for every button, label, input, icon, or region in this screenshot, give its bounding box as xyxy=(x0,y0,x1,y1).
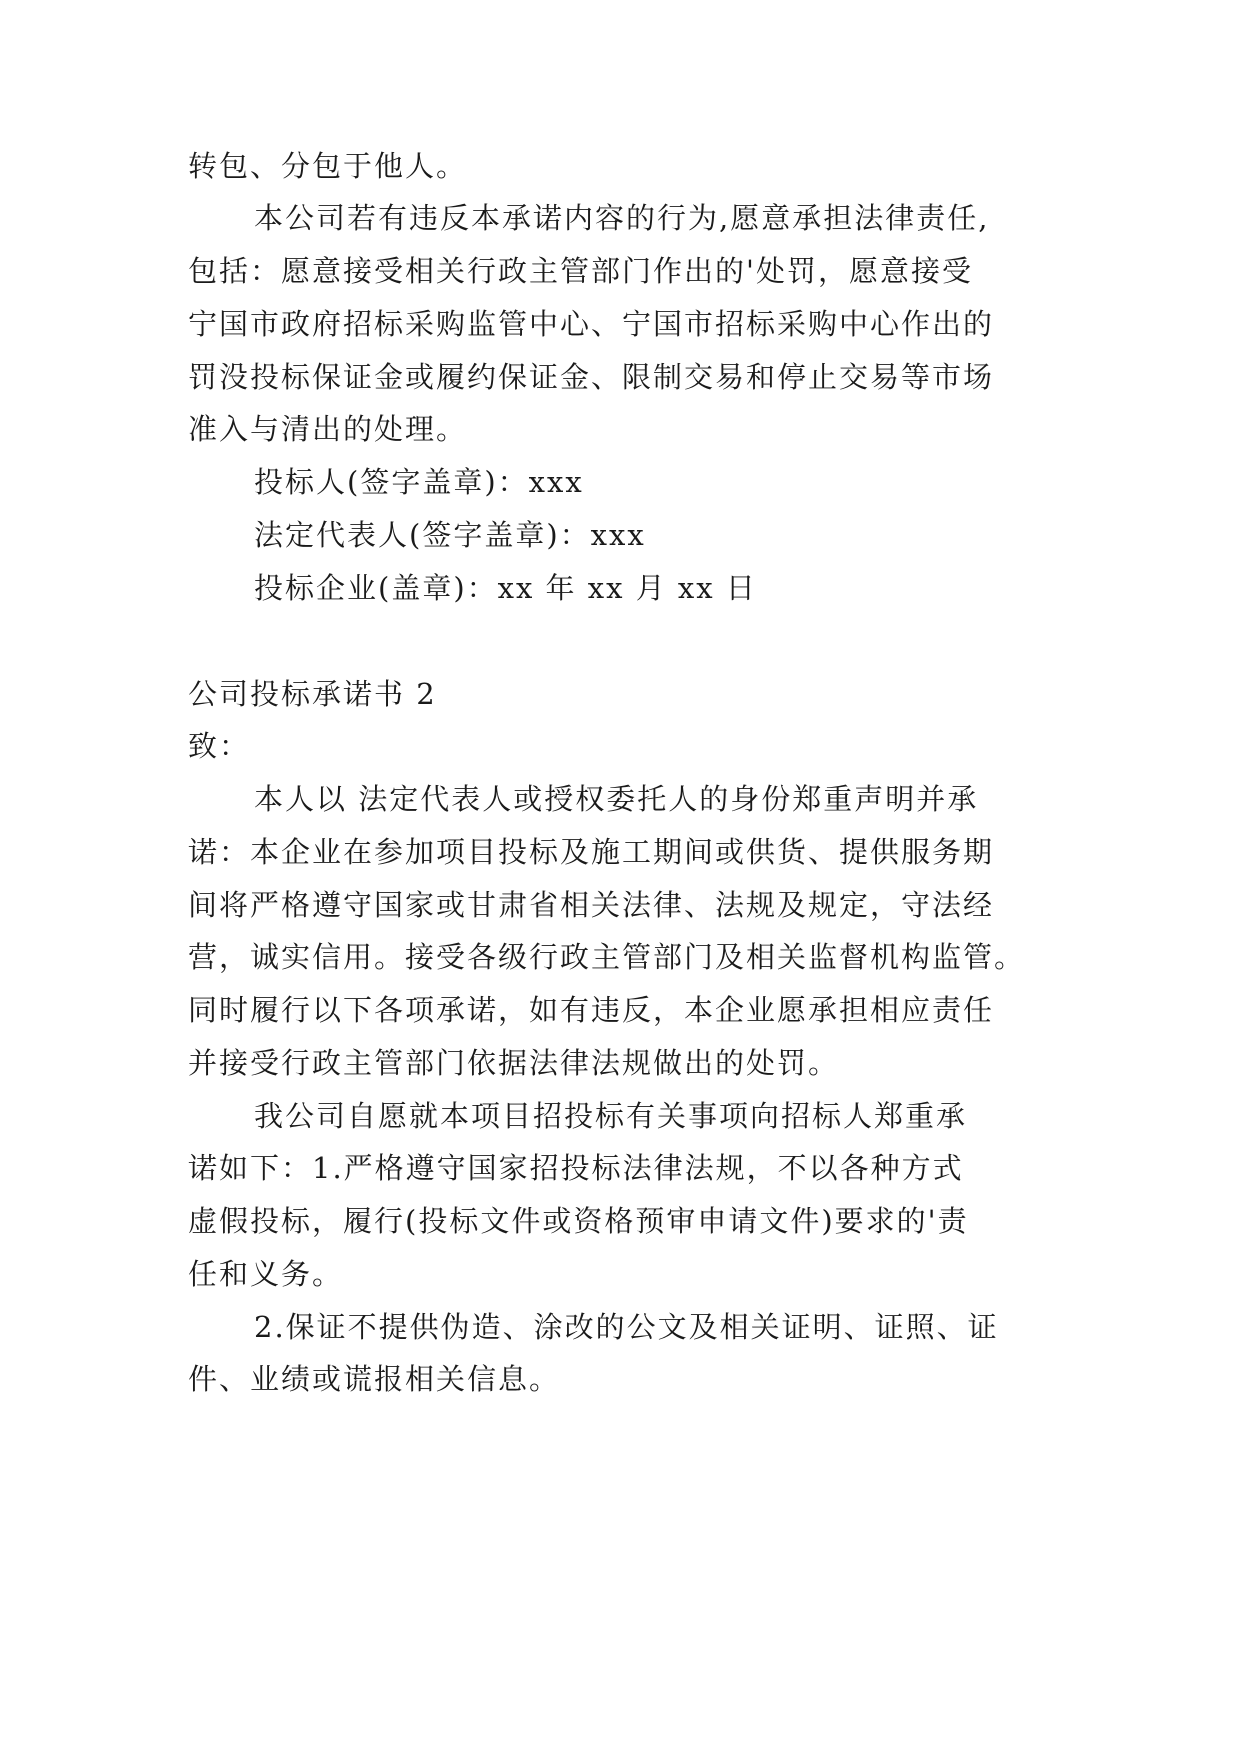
body-text-line: 转包、分包于他人。 xyxy=(188,149,468,183)
body-text-line: 我公司自愿就本项目招投标有关事项向招标人郑重承 xyxy=(254,1099,968,1133)
body-text-line: 本人以 法定代表人或授权委托人的身份郑重声明并承 xyxy=(254,782,979,816)
body-text-line: 任和义务。 xyxy=(188,1257,344,1291)
section-title: 公司投标承诺书 2 xyxy=(188,677,437,711)
body-text-line: 诺如下：1.严格遵守国家招投标法律法规，不以各种方式 xyxy=(188,1151,964,1185)
body-text-line: 宁国市政府招标采购监管中心、宁国市招标采购中心作出的 xyxy=(188,307,995,341)
body-text-line: 罚没投标保证金或履约保证金、限制交易和停止交易等市场 xyxy=(188,360,995,394)
body-text-line: 包括：愿意接受相关行政主管部门作出的'处罚，愿意接受 xyxy=(188,254,973,288)
bidder-signature: 投标人(签字盖章)：xxx xyxy=(254,465,584,499)
body-text-line: 营，诚实信用。接受各级行政主管部门及相关监督机构监管。 xyxy=(188,940,1026,974)
body-text-line: 本公司若有违反本承诺内容的行为,愿意承担法律责任, xyxy=(254,201,990,235)
legal-rep-signature: 法定代表人(签字盖章)：xxx xyxy=(254,518,646,552)
body-text-line: 虚假投标，履行(投标文件或资格预审申请文件)要求的'责 xyxy=(188,1204,969,1238)
body-text-line: 间将严格遵守国家或甘肃省相关法律、法规及规定，守法经 xyxy=(188,888,995,922)
company-seal-date: 投标企业(盖章)：xx 年 xx 月 xx 日 xyxy=(254,571,757,605)
body-text-line: 诺：本企业在参加项目投标及施工期间或供货、提供服务期 xyxy=(188,835,995,869)
body-text-line: 件、业绩或谎报相关信息。 xyxy=(188,1362,561,1396)
body-text-line: 同时履行以下各项承诺，如有违反，本企业愿承担相应责任 xyxy=(188,993,995,1027)
body-text-line: 准入与清出的处理。 xyxy=(188,412,468,446)
body-text-line: 并接受行政主管部门依据法律法规做出的处罚。 xyxy=(188,1046,840,1080)
body-text-line: 2.保证不提供伪造、涂改的公文及相关证明、证照、证 xyxy=(254,1310,999,1344)
salutation: 致： xyxy=(188,729,251,763)
